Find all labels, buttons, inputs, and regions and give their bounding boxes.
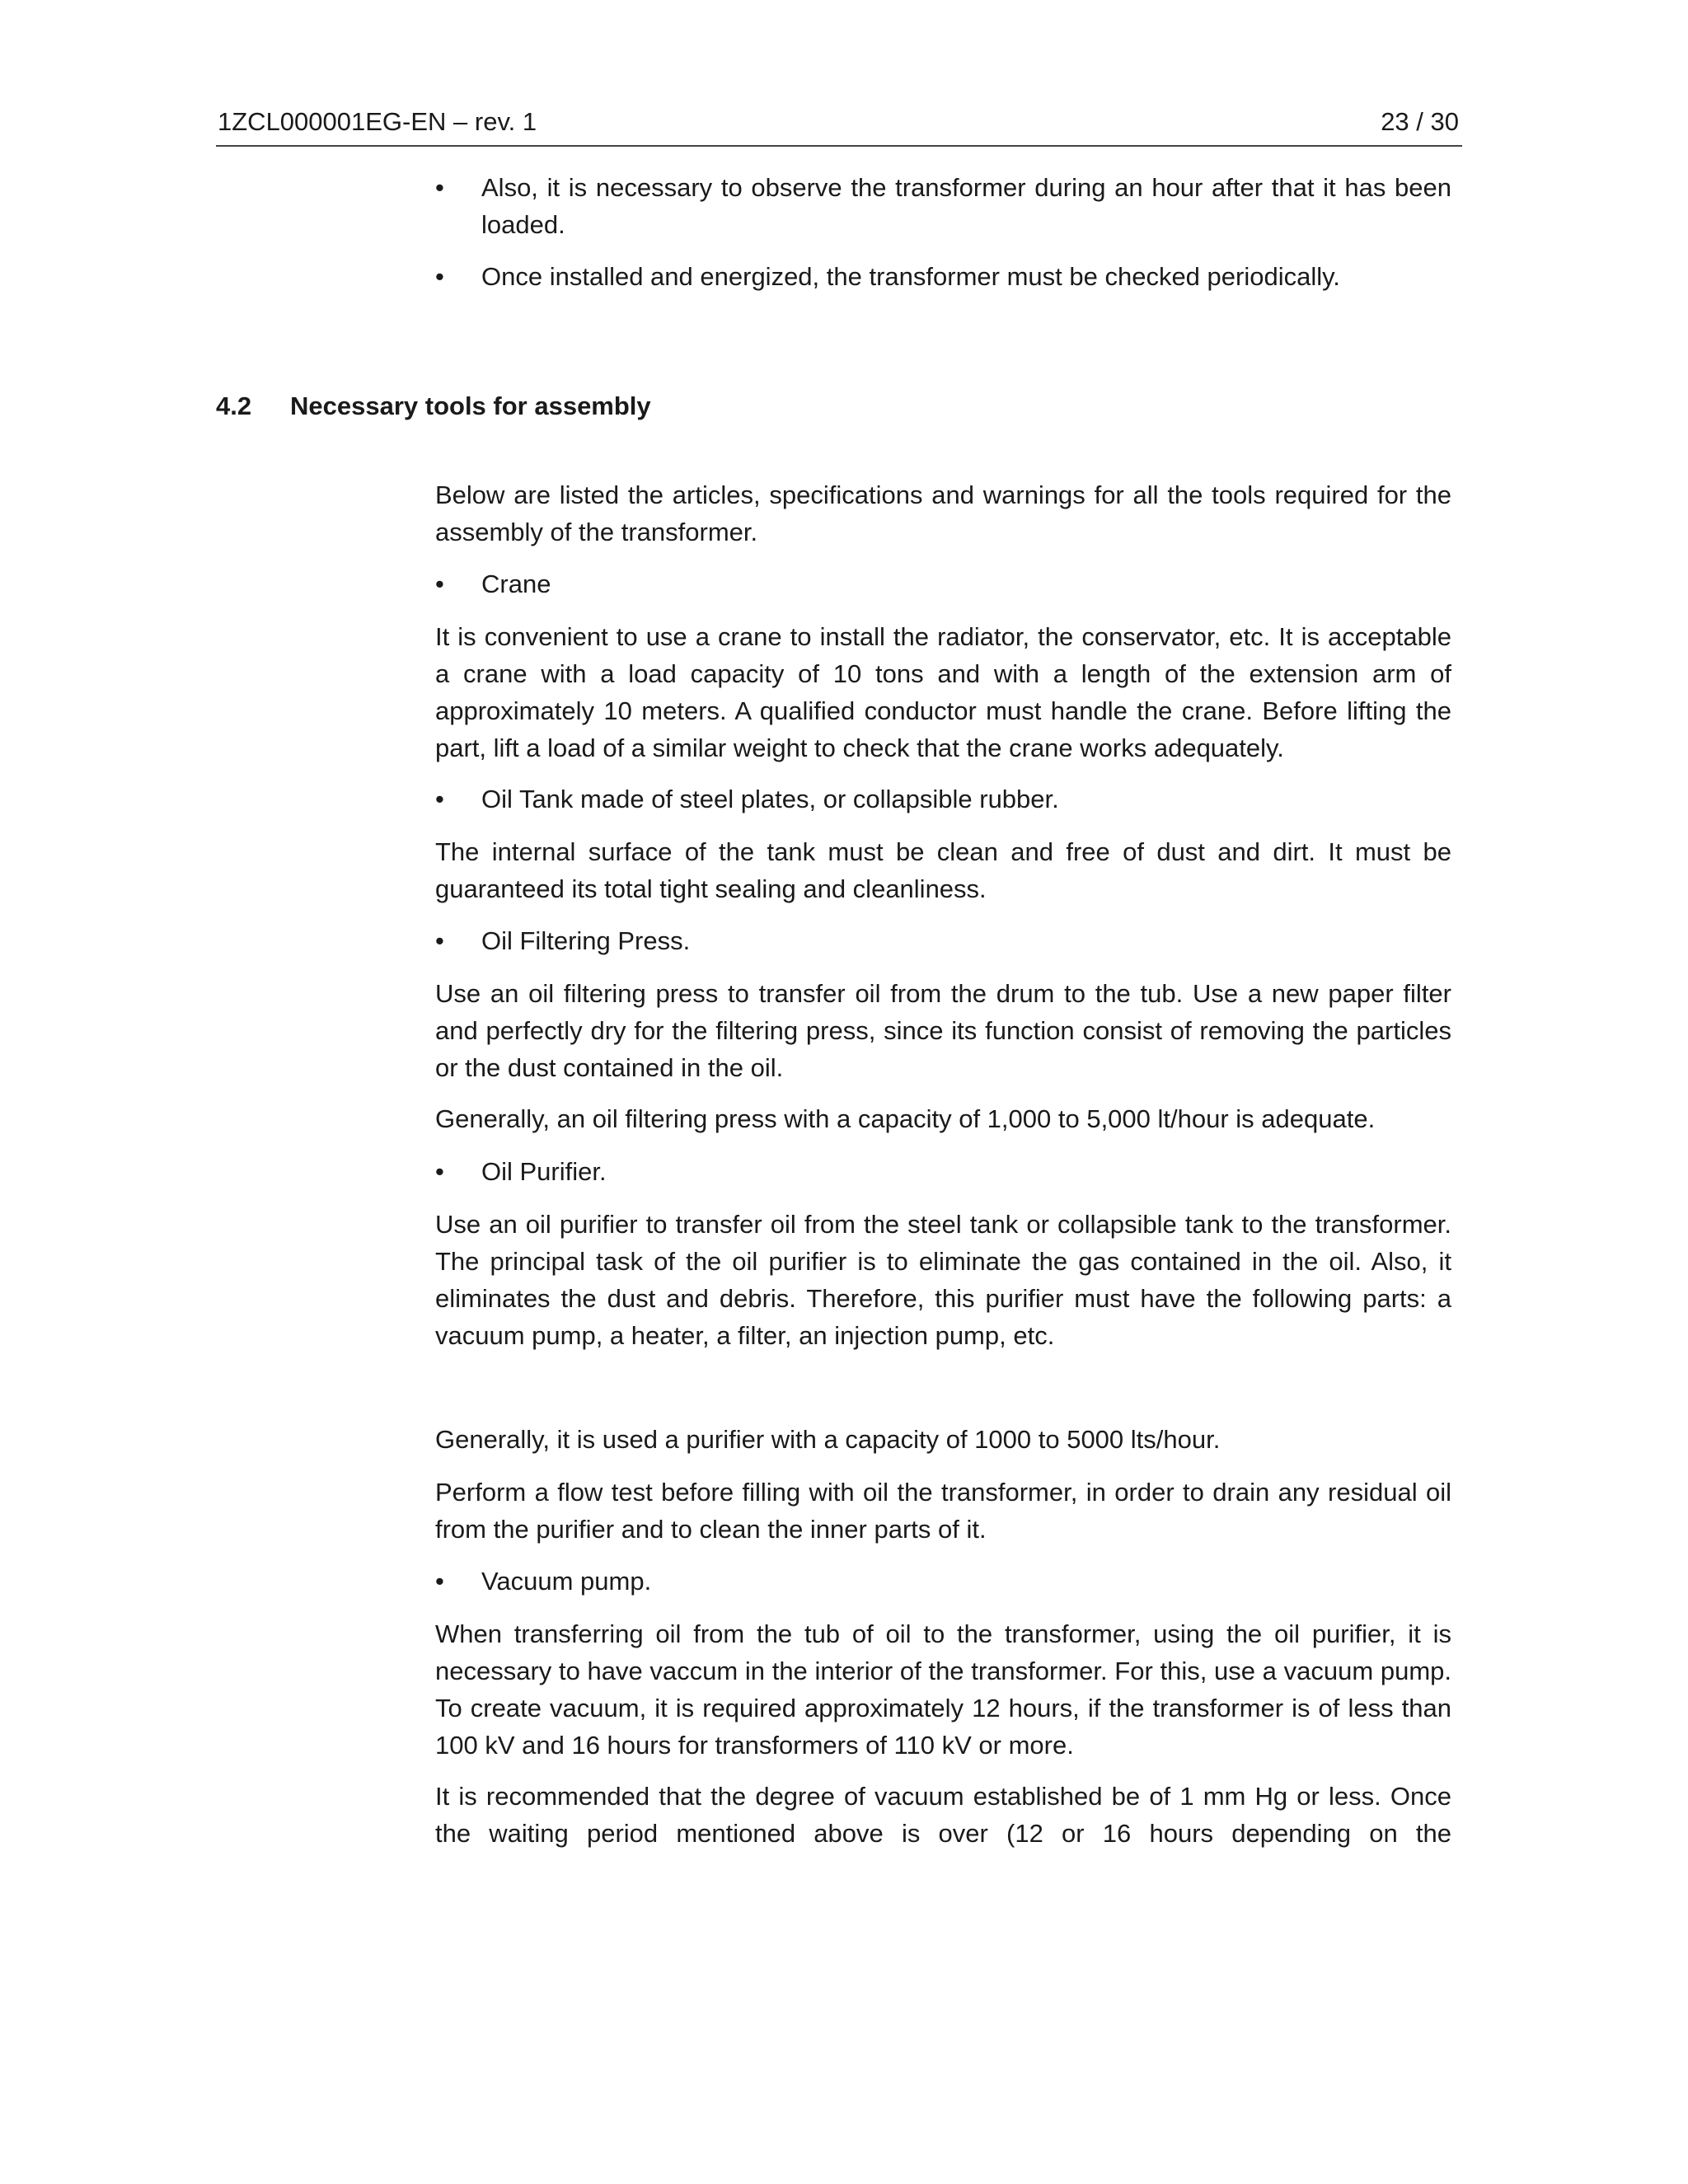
list-item-text: Once installed and energized, the transformer must be checked periodically.	[481, 262, 1340, 291]
bullet-icon: •	[435, 262, 444, 291]
bullet-icon: •	[435, 173, 444, 202]
filter-press-capacity-paragraph: Generally, an oil filtering press with a capacity of 1,000 to 5,000 lt/hour is adequate.	[435, 1104, 1376, 1133]
section-number: 4.2	[216, 391, 252, 420]
bullet-icon: •	[435, 785, 444, 813]
intro-paragraph: Below are listed the articles, specifications and warnings for all the tools required for the assembly of the transformer.	[435, 480, 1451, 546]
document-id: 1ZCL000001EG-EN – rev. 1	[218, 107, 537, 136]
list-item	[435, 1563, 1451, 1600]
section-heading	[216, 387, 651, 424]
filter-press-paragraph: Use an oil filtering press to transfer oil from the drum to the tub. Use a new paper filter and perfectly dry for the filtering press, since its function consist of removing the particles or the dust contained in the oil.	[435, 979, 1451, 1082]
list-item	[435, 922, 1451, 959]
oil-tank-paragraph: The internal surface of the tank must be clean and free of dust and dirt. It must be guaranteed its total tight sealing and cleanliness.	[435, 837, 1451, 903]
list-item-text: Oil Filtering Press.	[481, 926, 691, 955]
list-item-text: Vacuum pump.	[481, 1567, 652, 1596]
list-item	[435, 780, 1451, 818]
section-title: Necessary tools for assembly	[290, 391, 651, 420]
bullet-icon: •	[435, 1567, 444, 1596]
list-item-text: Also, it is necessary to observe the transformer during an hour after that it has been loaded.	[481, 173, 1451, 239]
page-number: 23 / 30	[1381, 107, 1459, 136]
bullet-icon: •	[435, 926, 444, 955]
purifier-paragraph: Use an oil purifier to transfer oil from the steel tank or collapsible tank to the transformer. The principal task of the oil purifier is to eliminate the gas contained in the oil. Also, it eliminates the dust and debris. Therefore, this purifier must have the following parts: a vacuum pump, a heater, a filter, an injection pump, etc.	[435, 1210, 1451, 1350]
list-item-text: Crane	[481, 569, 551, 598]
vacuum-paragraph: When transferring oil from the tub of oil to the transformer, using the oil purifier, it is necessary to have vaccum in the interior of the transformer. For this, use a vacuum pump. To create vacuum, it is required approximately 12 hours, if the transformer is of less than 100 kV and 16 hours for transformers of 110 kV or more.	[435, 1619, 1451, 1760]
bullet-icon: •	[435, 1157, 444, 1186]
list-item	[435, 1153, 1451, 1190]
bullet-icon: •	[435, 569, 444, 598]
purifier-capacity-paragraph: Generally, it is used a purifier with a capacity of 1000 to 5000 lts/hour.	[435, 1425, 1221, 1454]
list-item	[435, 258, 1451, 295]
list-item	[435, 169, 1451, 243]
list-item	[435, 565, 1451, 602]
list-item-text: Oil Tank made of steel plates, or collapsible rubber.	[481, 785, 1059, 813]
crane-paragraph: It is convenient to use a crane to install the radiator, the conservator, etc. It is acceptable a crane with a load capacity of 10 tons and with a length of the extension arm of approximately 10 meters. A qualified conductor must handle the crane. Before lifting the part, lift a load of a similar weight to check that the crane works adequately.	[435, 622, 1451, 762]
list-item-text: Oil Purifier.	[481, 1157, 607, 1186]
page-header	[216, 107, 1462, 147]
flow-test-paragraph: Perform a flow test before filling with oil the transformer, in order to drain any residual oil from the purifier and to clean the inner parts of it.	[435, 1478, 1451, 1544]
vacuum-degree-paragraph: It is recommended that the degree of vacuum established be of 1 mm Hg or less. Once the waiting period mentioned above is over (12 or 16 hours depending on the	[435, 1782, 1451, 1848]
